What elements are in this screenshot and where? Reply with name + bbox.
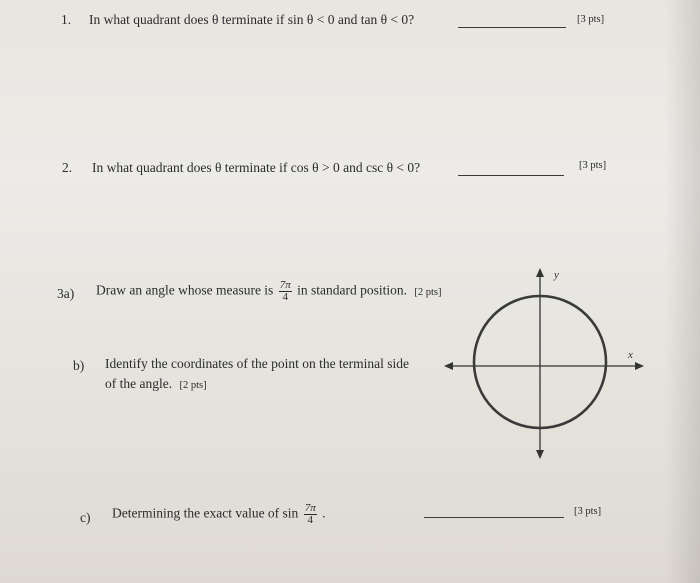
q3c-text-after: . — [322, 505, 326, 521]
q3a-text-before: Draw an angle whose measure is — [96, 282, 274, 298]
q3c-fraction — [304, 503, 317, 526]
q3c-frac-den: 4 — [307, 514, 313, 526]
q1-answer-line[interactable] — [458, 27, 566, 28]
q2-text: In what quadrant does θ terminate if cos θ > 0 and csc θ < 0? — [92, 160, 421, 175]
page-shadow — [665, 0, 700, 583]
y-axis-down-arrow-icon — [536, 450, 544, 459]
q3c-label: c) — [80, 510, 91, 525]
q3a-text-after: in standard position. — [297, 282, 407, 298]
q2-points: [3 pts] — [579, 160, 607, 171]
x-axis-label: x — [628, 349, 633, 361]
q1-number: 1. — [61, 12, 72, 27]
q3a-frac-num: 7π — [279, 279, 291, 291]
q3a-fraction — [279, 280, 292, 303]
q3b-points: [2 pts] — [179, 380, 207, 391]
y-axis-up-arrow-icon — [536, 268, 544, 277]
q3c-frac-num: 7π — [304, 502, 316, 514]
unit-circle-graph[interactable] — [440, 262, 650, 462]
q3b-line2: of the angle. — [105, 376, 173, 391]
q2-number: 2. — [62, 160, 73, 175]
q3c-points: [3 pts] — [574, 506, 602, 517]
y-axis-label: y — [554, 269, 559, 281]
q1-text: In what quadrant does θ terminate if sin θ < 0 and tan θ < 0? — [89, 12, 415, 27]
x-axis-right-arrow-icon — [635, 362, 644, 370]
q3c-text — [112, 503, 325, 526]
q1-points: [3 pts] — [577, 14, 605, 25]
q3c-text-before: Determining the exact value of sin — [112, 505, 299, 521]
q3b-line1: Identify the coordinates of the point on the terminal side — [105, 356, 410, 371]
q3b-label: b) — [73, 358, 85, 373]
x-axis-left-arrow-icon — [444, 362, 453, 370]
q3c-answer-line[interactable] — [424, 517, 564, 518]
q3a-points: [2 pts] — [414, 286, 442, 298]
q3a-frac-den: 4 — [282, 291, 288, 303]
q3a-text — [96, 280, 441, 303]
q3b-line2-wrap — [105, 377, 207, 392]
q3a-number: 3a) — [57, 286, 75, 301]
q2-answer-line[interactable] — [458, 175, 564, 176]
